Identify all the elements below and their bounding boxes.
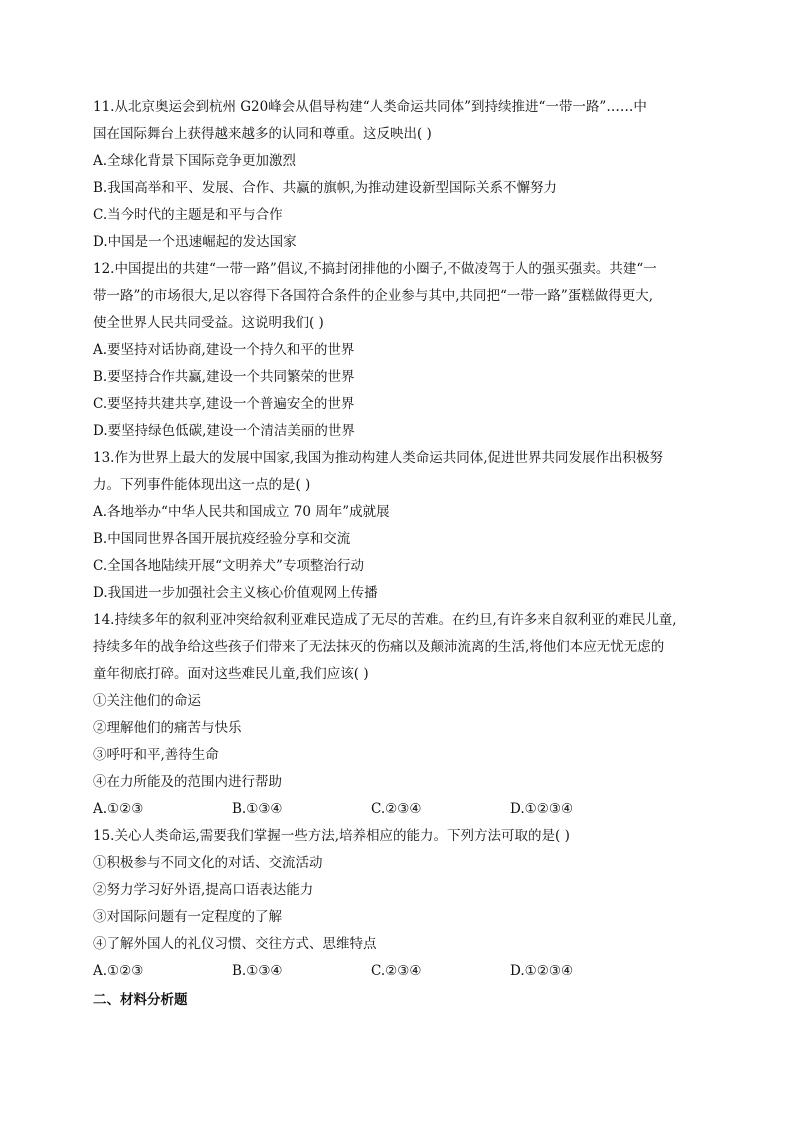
question-stem-line: 13.作为世界上最大的发展中国家,我国为推动构建人类命运共同体,促进世界共同发展作出积极努	[93, 450, 664, 466]
question-stem-line: 11.从北京奥运会到杭州 G20峰会从倡导构建“人类命运共同体”到持续推进“一带一路”……中	[93, 99, 647, 115]
option-b: B.中国同世界各国开展抗疫经验分享和交流	[93, 531, 351, 547]
question-stem-line: 14.持续多年的叙利亚冲突给叙利亚难民造成了无尽的苦难。在约旦,有许多来自叙利亚的难民儿童,	[93, 612, 677, 628]
statement-item: ②努力学习好外语,提高口语表达能力	[93, 882, 314, 898]
choice-c: C.②③④	[371, 801, 422, 817]
worksheet-page	[93, 94, 705, 1014]
statement-item: ①关注他们的命运	[93, 693, 201, 709]
choice-d: D.①②③④	[510, 801, 574, 817]
option-b: B.要坚持合作共赢,建设一个共同繁荣的世界	[93, 369, 355, 385]
question-15	[93, 823, 705, 985]
option-c: C.当今时代的主题是和平与合作	[93, 207, 283, 223]
statement-item: ③对国际问题有一定程度的了解	[93, 909, 282, 925]
option-a: A.全球化背景下国际竞争更加激烈	[93, 153, 297, 169]
question-stem-line: 15.关心人类命运,需要我们掌握一些方法,培养相应的能力。下列方法可取的是( )	[93, 828, 570, 844]
question-stem-line: 持续多年的战争给这些孩子们带来了无法抹灭的伤痛以及颠沛流离的生活,将他们本应无忧无虑的	[93, 639, 665, 655]
statement-item: ②理解他们的痛苦与快乐	[93, 720, 242, 736]
choice-d: D.①②③④	[510, 963, 574, 979]
option-a: A.要坚持对话协商,建设一个持久和平的世界	[93, 342, 355, 358]
question-stem-line: 力。下列事件能体现出这一点的是( )	[93, 477, 311, 493]
statement-item: ④了解外国人的礼仪习惯、交往方式、思维特点	[93, 936, 377, 952]
choice-a: A.①②③	[93, 963, 144, 979]
question-stem-line: 带一路”的市场很大,足以容得下各国符合条件的企业参与其中,共同把“一带一路”蛋糕做得更大,	[93, 288, 654, 304]
choice-c: C.②③④	[371, 963, 422, 979]
question-stem-line: 童年彻底打碎。面对这些难民儿童,我们应该( )	[93, 666, 369, 682]
question-stem-line: 使全世界人民共同受益。这说明我们( )	[93, 315, 324, 331]
statement-item: ④在力所能及的范围内进行帮助	[93, 774, 282, 790]
option-d: D.要坚持绿色低碳,建设一个清洁美丽的世界	[93, 423, 355, 439]
statement-item: ③呼吁和平,善待生命	[93, 747, 219, 763]
question-stem-line: 国在国际舞台上获得越来越多的认同和尊重。这反映出( )	[93, 126, 432, 142]
question-13	[93, 445, 705, 607]
section-heading: 二、材料分析题	[93, 992, 188, 1008]
question-14	[93, 607, 705, 823]
question-stem-line: 12.中国提出的共建“一带一路”倡议,不搞封闭排他的小圈子,不做凌驾于人的强买强卖。共建“一	[93, 261, 657, 277]
choice-b: B.①③④	[232, 801, 283, 817]
option-d: D.中国是一个迅速崛起的发达国家	[93, 234, 297, 250]
option-c: C.全国各地陆续开展“文明养犬”专项整治行动	[93, 558, 364, 574]
question-11	[93, 94, 705, 256]
choice-b: B.①③④	[232, 963, 283, 979]
option-a: A.各地举办“中华人民共和国成立 70 周年”成就展	[93, 504, 390, 520]
option-d: D.我国进一步加强社会主义核心价值观网上传播	[93, 585, 378, 601]
statement-item: ①积极参与不同文化的对话、交流活动	[93, 855, 323, 871]
option-c: C.要坚持共建共享,建设一个普遍安全的世界	[93, 396, 355, 412]
option-b: B.我国高举和平、发展、合作、共赢的旗帜,为推动建设新型国际关系不懈努力	[93, 180, 558, 196]
question-12	[93, 256, 705, 445]
answer-choices	[93, 958, 705, 985]
choice-a: A.①②③	[93, 801, 144, 817]
answer-choices	[93, 796, 705, 823]
